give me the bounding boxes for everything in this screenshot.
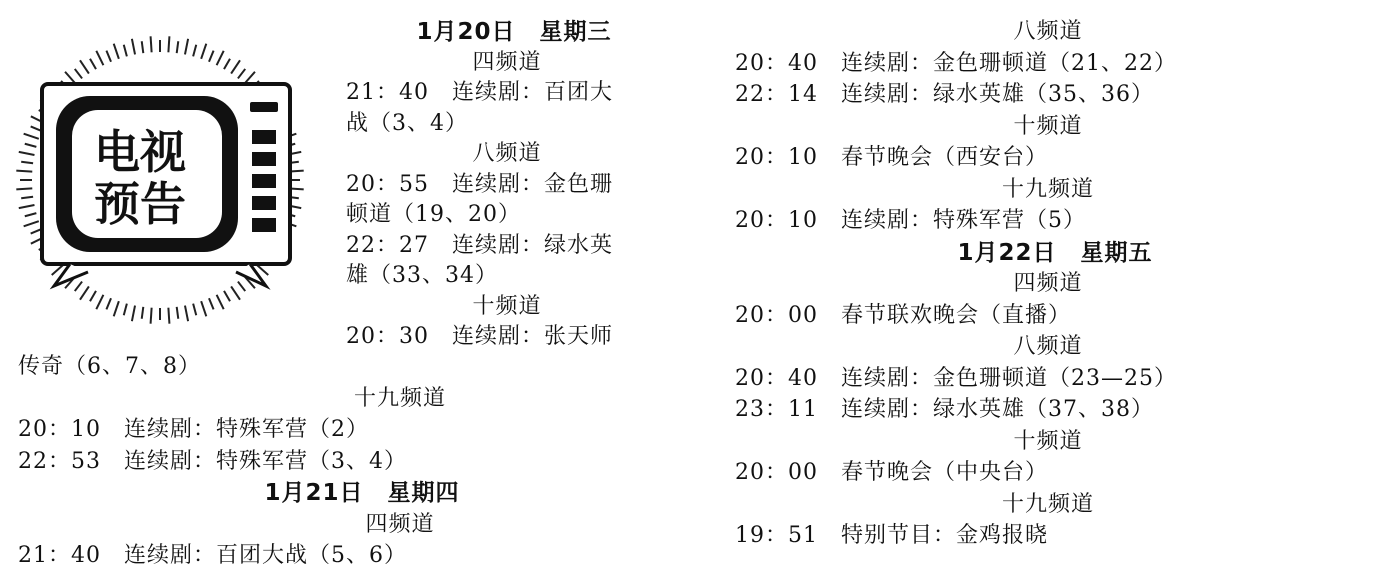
channel-heading: 四频道 bbox=[472, 49, 542, 75]
program-line: 22：14 连续剧：绿水英雄（35、36） bbox=[735, 82, 1154, 107]
program-line: 顿道（19、20） bbox=[346, 202, 521, 227]
logo-line1: 电视 bbox=[94, 125, 186, 179]
program-line: 21：40 连续剧：百团大战（5、6） bbox=[18, 543, 407, 568]
program-line: 22：27 连续剧：绿水英 bbox=[346, 232, 613, 258]
program-line: 21：40 连续剧：百团大 bbox=[346, 80, 613, 105]
program-line: 22：53 连续剧：特殊军营（3、4） bbox=[18, 448, 407, 474]
logo-line2: 预告 bbox=[94, 177, 186, 231]
program-line: 20：40 连续剧：金色珊顿道（21、22） bbox=[735, 50, 1177, 76]
channel-heading: 八频道 bbox=[1013, 334, 1083, 359]
channel-heading: 十频道 bbox=[1013, 428, 1083, 454]
program-line: 传奇（6、7、8） bbox=[18, 354, 201, 379]
program-line: 20：55 连续剧：金色珊 bbox=[346, 171, 613, 197]
date-heading: 1月20日 星期三 bbox=[416, 19, 612, 45]
date-heading: 1月22日 星期五 bbox=[957, 239, 1153, 266]
program-line: 雄（33、34） bbox=[346, 263, 498, 288]
program-line: 20：10 连续剧：特殊军营（5） bbox=[735, 208, 1086, 233]
channel-heading: 十频道 bbox=[1013, 113, 1083, 139]
channel-heading: 十九频道 bbox=[1001, 491, 1094, 517]
program-line: 20：00 春节晚会（中央台） bbox=[735, 460, 1048, 485]
program-line: 20：40 连续剧：金色珊顿道（23—25） bbox=[735, 365, 1177, 391]
date-heading: 1月21日 星期四 bbox=[264, 480, 460, 506]
program-line: 19：51 特别节目：金鸡报晓 bbox=[735, 523, 1048, 548]
channel-heading: 十频道 bbox=[472, 293, 542, 319]
program-line: 战（3、4） bbox=[346, 110, 468, 136]
program-line: 20：10 春节晚会（西安台） bbox=[735, 145, 1048, 170]
channel-heading: 四频道 bbox=[1013, 271, 1083, 296]
program-line: 23：11 连续剧：绿水英雄（37、38） bbox=[735, 397, 1154, 422]
tv-logo bbox=[10, 20, 310, 330]
channel-heading: 十九频道 bbox=[1001, 176, 1094, 202]
program-line: 20：30 连续剧：张天师 bbox=[346, 324, 613, 349]
program-line: 20：10 连续剧：特殊军营（2） bbox=[18, 417, 369, 442]
channel-heading: 八频道 bbox=[472, 141, 542, 166]
program-line: 20：00 春节联欢晚会（直播） bbox=[735, 302, 1071, 328]
channel-heading: 四频道 bbox=[365, 511, 435, 537]
channel-heading: 十九频道 bbox=[353, 385, 446, 411]
channel-heading: 八频道 bbox=[1013, 19, 1083, 44]
